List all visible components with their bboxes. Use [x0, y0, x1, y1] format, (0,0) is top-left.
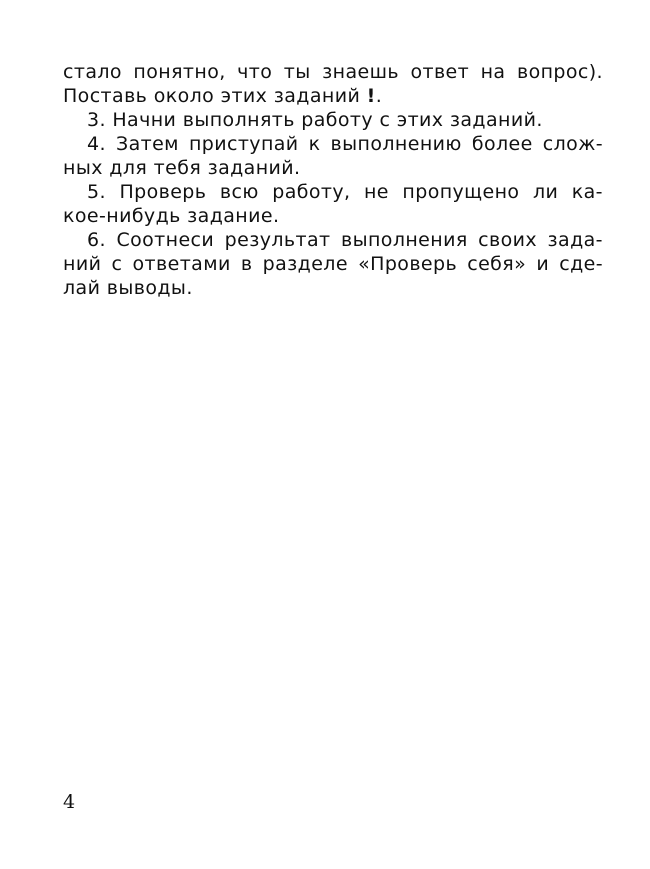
word: выполнения: [340, 229, 468, 251]
word: «Проверь: [358, 253, 458, 275]
item-6-line-2: [63, 252, 603, 276]
word: Соотнеси: [116, 229, 215, 251]
word: зада-: [547, 229, 603, 251]
word: работу,: [272, 181, 351, 203]
exclamation-mark: !: [366, 85, 376, 107]
word: 5.: [87, 181, 106, 203]
word: и: [536, 253, 550, 275]
word: ты: [283, 61, 311, 83]
item-4-line-1: [63, 132, 603, 156]
word: не: [363, 181, 389, 203]
word: всю: [219, 181, 259, 203]
word: 6.: [87, 229, 106, 251]
word: знаешь: [322, 61, 399, 83]
word: ний: [63, 253, 102, 275]
word: к: [308, 133, 321, 155]
intro-line-2: [63, 84, 603, 108]
word: ответ: [410, 61, 470, 83]
item-6-line-1: [63, 228, 603, 252]
intro-line-1: [63, 60, 603, 84]
page-number: 4: [63, 791, 76, 813]
word: себя»: [467, 253, 527, 275]
word: что: [237, 61, 273, 83]
item-3-line-1: 3. Начни выполнять работу с этих заданий.: [87, 109, 543, 131]
word: стало: [63, 61, 122, 83]
item-4-line-2: ных для тебя заданий.: [63, 157, 301, 179]
word: ответами: [132, 253, 231, 275]
word: на: [480, 61, 506, 83]
page-body-text: [63, 60, 603, 300]
word: Затем: [115, 133, 179, 155]
intro-line-2-end: .: [375, 85, 383, 107]
word: результат: [224, 229, 331, 251]
word: выполнению: [330, 133, 462, 155]
word: с: [111, 253, 123, 275]
word: приступай: [188, 133, 299, 155]
word: более: [471, 133, 533, 155]
intro-line-2-text: Поставь около этих заданий: [63, 85, 367, 107]
word: сде-: [559, 253, 603, 275]
word: разделе: [262, 253, 348, 275]
word: понятно,: [133, 61, 226, 83]
item-5-line-2: кое-нибудь задание.: [63, 205, 280, 227]
word: своих: [478, 229, 538, 251]
item-6-line-3: лай выводы.: [63, 277, 193, 299]
word: в: [240, 253, 253, 275]
word: 4.: [87, 133, 106, 155]
word: ка-: [571, 181, 603, 203]
word: ли: [532, 181, 559, 203]
word: Проверь: [119, 181, 207, 203]
item-5-line-1: [63, 180, 603, 204]
word: слож-: [542, 133, 603, 155]
word: пропущено: [402, 181, 520, 203]
word: вопрос).: [516, 61, 603, 83]
